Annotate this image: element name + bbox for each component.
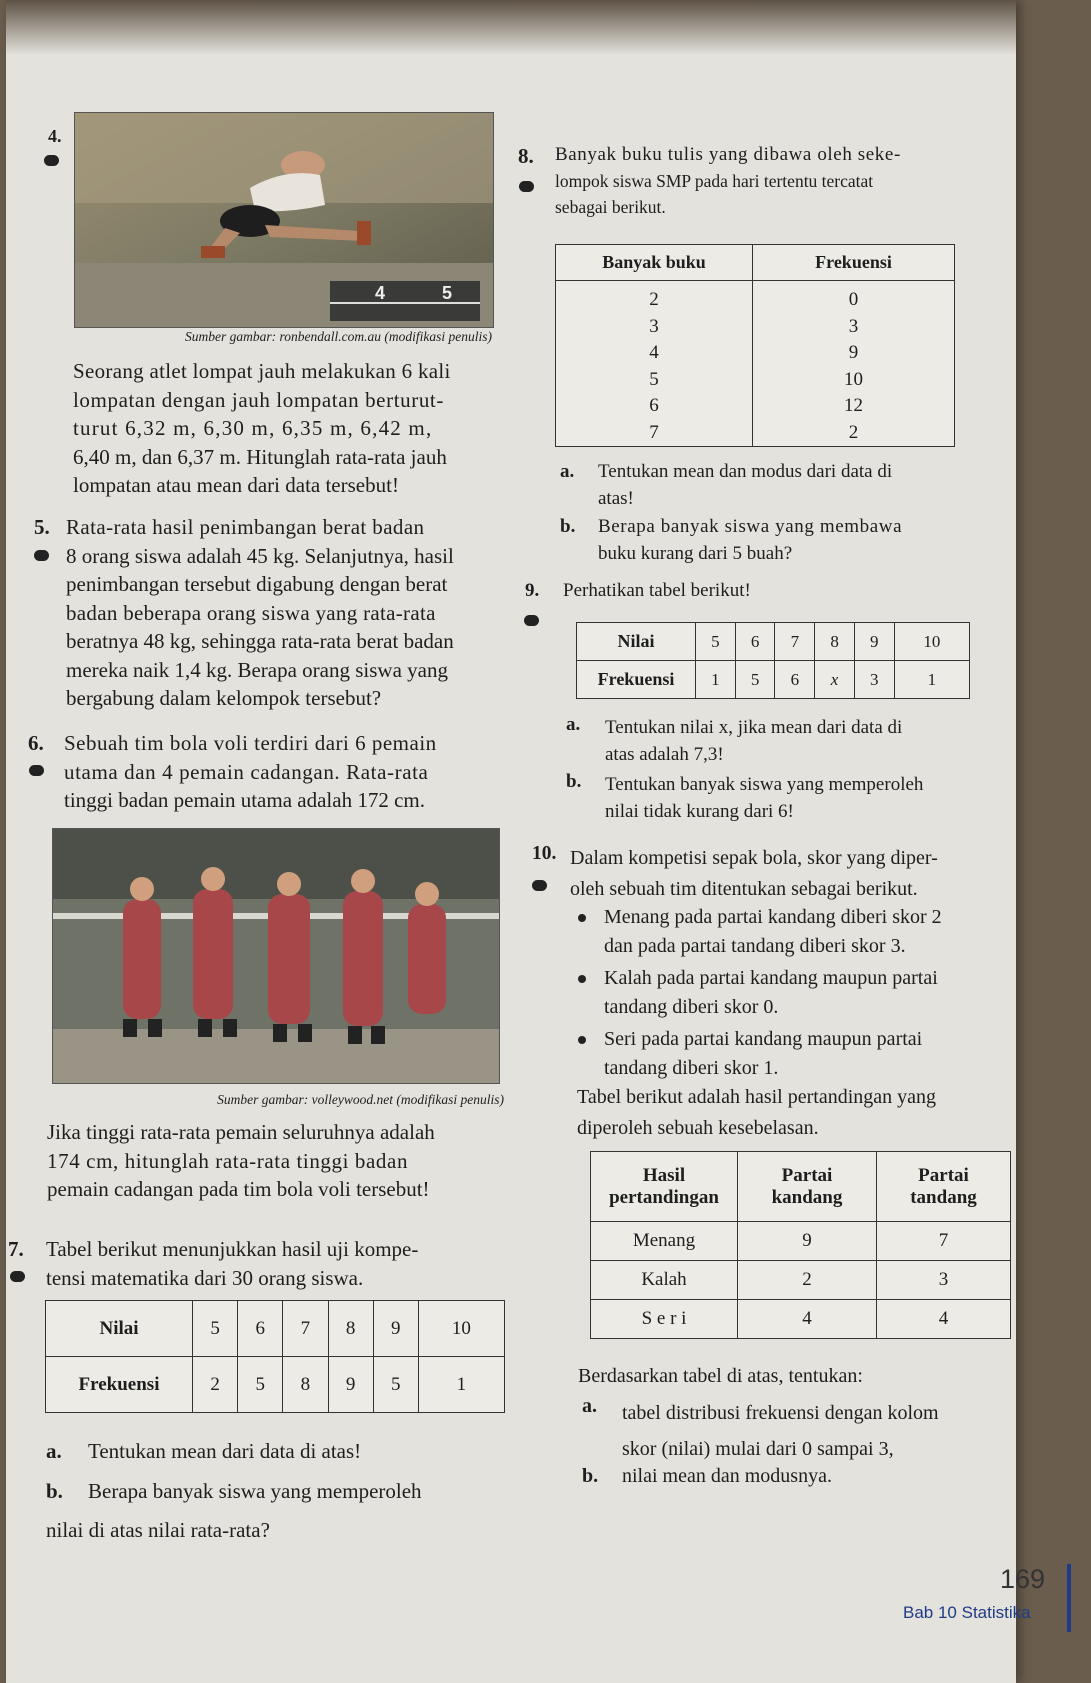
q7-table-cell: 5 — [193, 1301, 238, 1357]
q7-table-cell: 1 — [418, 1357, 504, 1413]
q5-line: badan beberapa orang siswa yang rata-rata — [66, 600, 436, 625]
q9-table-cell: 5 — [696, 623, 736, 661]
q10-bullet-line: Menang pada partai kandang diberi skor 2 — [604, 906, 942, 928]
q9-b-line: Tentukan banyak siswa yang memperoleh — [605, 774, 924, 795]
q10-prompt: Berdasarkan tabel di atas, tentukan: — [578, 1365, 863, 1387]
q9-table-cell: 10 — [894, 623, 969, 661]
q9-part-b-text — [605, 771, 995, 825]
q9-part-a-label: a. — [566, 714, 581, 735]
q10-after-line: Tabel berikut adalah hasil pertandingan yang — [577, 1086, 937, 1108]
q8-col2-value: 10 — [844, 368, 863, 390]
q8-col2-value: 12 — [844, 395, 863, 416]
q5-line: penimbangan tersebut digabung dengan berat — [66, 572, 448, 596]
q10-a-line: skor (nilai) mulai dari 0 sampai 3, — [622, 1438, 894, 1460]
q6-line: Sebuah tim bola voli terdiri dari 6 pemain — [64, 731, 437, 755]
q10-after-text — [577, 1082, 1007, 1144]
q8-col1-value: 5 — [649, 368, 659, 390]
q10-header-line: kandang — [771, 1186, 843, 1208]
q7-part-b-text — [46, 1477, 518, 1544]
q7-table-cell: 8 — [283, 1357, 328, 1413]
q10-a-line: tabel distribusi frekuensi dengan kolom — [622, 1402, 939, 1424]
question-4-text — [73, 357, 493, 500]
q7-table-cell: 9 — [373, 1301, 418, 1357]
q10-part-a-label: a. — [582, 1395, 597, 1417]
chapter-label: Bab 10 Statistika — [903, 1603, 1031, 1622]
q9-table-cell: 6 — [735, 623, 775, 661]
q9-table-cell: 8 — [815, 623, 855, 661]
q5-line: mereka naik 1,4 kg. Berapa orang siswa yang — [66, 657, 448, 682]
q4-line: turut 6,32 m, 6,30 m, 6,35 m, 6,42 m, — [73, 416, 433, 440]
q7-table-cell: 5 — [373, 1357, 418, 1413]
question-10-number: 10. — [532, 843, 557, 864]
q8-col2-value: 9 — [848, 342, 859, 363]
q10-part-b-text: nilai mean dan modusnya. — [622, 1465, 832, 1487]
q8-col1-value: 4 — [649, 342, 659, 363]
bullet-icon — [578, 914, 586, 922]
q8-part-b-label: b. — [560, 516, 576, 537]
sign-number-4: 4 — [375, 283, 386, 303]
question-10-text — [570, 843, 990, 905]
difficulty-icon — [29, 761, 44, 779]
q9-table-cell: 3 — [854, 661, 894, 699]
question-6-text — [64, 729, 504, 815]
q9-table-header-frekuensi: Frekuensi — [577, 661, 696, 699]
q8-header-banyak-buku: Banyak buku — [556, 245, 753, 281]
q8-part-a-label: a. — [560, 461, 575, 482]
q7-table-cell: 6 — [238, 1301, 283, 1357]
q9-table-cell: 1 — [894, 661, 969, 699]
q7-b-line: nilai di atas nilai rata-rata? — [46, 1517, 270, 1542]
q4-line: 6,40 m, dan 6,37 m. Hitunglah rata-rata jauh — [73, 444, 447, 469]
q8-line: sebagai berikut. — [555, 197, 666, 217]
q8-col1-value: 3 — [649, 315, 659, 337]
q5-line: Rata-rata hasil penimbangan berat badan — [66, 515, 425, 539]
q8-col2-value: 0 — [848, 289, 859, 310]
q7-table-cell: 2 — [193, 1357, 238, 1413]
q8-part-b-text — [598, 513, 978, 567]
difficulty-icon — [44, 151, 59, 169]
q10-match-table — [590, 1151, 1011, 1339]
q10-line: oleh sebuah tim ditentukan sebagai berikut. — [570, 878, 918, 900]
question-8-text — [555, 142, 955, 220]
q10-rule-draw — [578, 1025, 998, 1083]
q10-line: Dalam kompetisi sepak bola, skor yang diper- — [570, 847, 938, 869]
q5-line: 8 orang siswa adalah 45 kg. Selanjutnya, hasil — [66, 543, 454, 568]
q9-table-cell: 6 — [775, 661, 815, 699]
q8-b-line: buku kurang dari 5 buah? — [598, 543, 793, 564]
q7-table-cell: 10 — [418, 1301, 504, 1357]
question-6-continued — [47, 1118, 507, 1204]
question-7-number: 7. — [8, 1237, 24, 1261]
q8-cell — [556, 281, 753, 447]
q8-book-table — [555, 244, 955, 447]
q8-header-frekuensi: Frekuensi — [753, 245, 955, 281]
q10-part-b-label: b. — [582, 1465, 599, 1487]
q9-part-b-label: b. — [566, 771, 582, 792]
q5-line: beratnya 48 kg, sehingga rata-rata berat badan — [66, 629, 454, 653]
q10-header-line: Partai — [918, 1164, 969, 1186]
q8-part-a-text — [598, 458, 978, 512]
question-7-text — [46, 1235, 506, 1292]
question-4-number: 4. — [48, 126, 62, 146]
q10-rule-win — [578, 903, 998, 961]
bullet-icon — [578, 975, 586, 983]
q10-table-cell: 2 — [738, 1261, 877, 1300]
q7-part-b-label: b. — [46, 1479, 63, 1503]
q6-after-line: pemain cadangan pada tim bola voli tersebut! — [47, 1177, 430, 1201]
q6-after-line: 174 cm, hitunglah rata-rata tinggi badan — [47, 1148, 409, 1173]
q6-after-line: Jika tinggi rata-rata pemain seluruhnya adalah — [47, 1120, 435, 1144]
q10-table-cell: 7 — [877, 1222, 1011, 1261]
q9-part-a-text — [605, 714, 995, 768]
long-jump-photo — [74, 112, 494, 328]
q7-table-cell: 7 — [283, 1301, 328, 1357]
difficulty-icon — [532, 876, 547, 894]
sign-number-5: 5 — [442, 283, 453, 303]
q8-col1-value: 7 — [649, 421, 659, 443]
q10-header-line: Hasil — [642, 1164, 686, 1186]
q9-a-line: atas adalah 7,3! — [605, 744, 724, 765]
q4-line: Seorang atlet lompat jauh melakukan 6 kali — [73, 359, 451, 383]
q9-a-line: Tentukan nilai x, jika mean dari data di — [605, 717, 903, 738]
q7-table-cell: 5 — [238, 1357, 283, 1413]
q7-line: tensi matematika dari 30 orang siswa. — [46, 1265, 364, 1290]
page-edge-shadow — [6, 0, 1016, 55]
q9-score-table — [576, 622, 970, 699]
q10-table-cell: 4 — [738, 1300, 877, 1339]
q8-b-line: Berapa banyak siswa yang membawa — [598, 516, 903, 537]
q10-table-cell: 4 — [877, 1300, 1011, 1339]
footer-bar — [1067, 1564, 1071, 1632]
q7-line: Tabel berikut menunjukkan hasil uji kompe- — [46, 1237, 419, 1261]
q9-b-line: nilai tidak kurang dari 6! — [605, 801, 794, 822]
q7-table-cell: 9 — [328, 1357, 373, 1413]
bullet-icon — [578, 1036, 586, 1044]
q7-table-header-frekuensi: Frekuensi — [46, 1357, 193, 1413]
q10-table-cell: 9 — [738, 1222, 877, 1261]
q6-line: tinggi badan pemain utama adalah 172 cm. — [64, 788, 425, 812]
q10-result-label: Menang — [591, 1222, 738, 1261]
q8-a-line: Tentukan mean dan modus dari data di — [598, 461, 893, 482]
q8-col1-value: 6 — [649, 395, 659, 416]
q5-line: bergabung dalam kelompok tersebut? — [66, 686, 382, 710]
q10-rule-lose — [578, 964, 998, 1022]
question-5-number: 5. — [34, 515, 50, 539]
q6-line: utama dan 4 pemain cadangan. Rata-rata — [64, 759, 429, 784]
q10-header-line: Partai — [781, 1164, 833, 1186]
q10-header-line: tandang — [910, 1186, 977, 1208]
q10-result-label: Kalah — [591, 1261, 738, 1300]
photo-caption-q4: Sumber gambar: ronbendall.com.au (modifikasi penulis) — [185, 329, 492, 344]
q10-bullet-line: tandang diberi skor 1. — [604, 1057, 779, 1079]
q7-b-line: Berapa banyak siswa yang memperoleh — [88, 1479, 422, 1503]
q8-col2-value: 3 — [848, 315, 859, 337]
question-9-number: 9. — [525, 580, 540, 601]
q8-cell — [753, 281, 955, 447]
q9-table-cell: 1 — [696, 661, 736, 699]
q7-part-a-text: Tentukan mean dari data di atas! — [88, 1439, 362, 1463]
q10-bullet-line: dan pada partai tandang diberi skor 3. — [604, 935, 906, 957]
question-6-number: 6. — [28, 731, 44, 755]
q7-part-a-label: a. — [46, 1439, 62, 1463]
q10-header-line: pertandingan — [609, 1186, 719, 1208]
q9-table-cell: x — [815, 661, 855, 699]
page-number: 169 — [1000, 1564, 1046, 1594]
q7-table-header-nilai: Nilai — [46, 1301, 193, 1357]
q10-bullet-line: Seri pada partai kandang maupun partai — [604, 1028, 923, 1050]
q10-table-cell: 3 — [877, 1261, 1011, 1300]
q9-table-cell: 9 — [854, 623, 894, 661]
photo-caption-q6: Sumber gambar: volleywood.net (modifikasi penulis) — [217, 1092, 504, 1107]
q7-score-table — [45, 1300, 505, 1413]
q9-table-cell: 7 — [775, 623, 815, 661]
q8-col1-value: 2 — [649, 289, 659, 310]
q10-part-a-text — [622, 1395, 1022, 1467]
q10-header-hasil — [591, 1152, 738, 1222]
question-8-number: 8. — [518, 144, 534, 168]
q10-bullet-line: Kalah pada partai kandang maupun partai — [604, 967, 938, 989]
q10-rules-list — [578, 903, 998, 1083]
q7-table-cell: 8 — [328, 1301, 373, 1357]
q10-bullet-line: tandang diberi skor 0. — [604, 996, 779, 1018]
q8-line: Banyak buku tulis yang dibawa oleh seke- — [555, 144, 901, 165]
difficulty-icon — [34, 546, 49, 564]
q4-line: lompatan dengan jauh lompatan berturut- — [73, 387, 444, 412]
difficulty-icon — [519, 177, 534, 195]
q8-line: lompok siswa SMP pada hari tertentu tercatat — [555, 171, 874, 191]
q9-table-header-nilai: Nilai — [577, 623, 696, 661]
q8-a-line: atas! — [598, 488, 634, 509]
q10-result-label: S e r i — [591, 1300, 738, 1339]
q10-after-line: diperoleh sebuah kesebelasan. — [577, 1117, 819, 1139]
q9-intro: Perhatikan tabel berikut! — [563, 580, 751, 601]
difficulty-icon — [524, 611, 539, 629]
q8-col2-value: 2 — [848, 421, 859, 443]
q10-header-tandang — [877, 1152, 1011, 1222]
q4-line: lompatan atau mean dari data tersebut! — [73, 473, 399, 497]
q10-header-kandang — [738, 1152, 877, 1222]
volleyball-team-photo — [52, 828, 500, 1084]
question-5-text — [66, 513, 496, 713]
q9-table-cell: 5 — [735, 661, 775, 699]
difficulty-icon — [10, 1267, 25, 1285]
